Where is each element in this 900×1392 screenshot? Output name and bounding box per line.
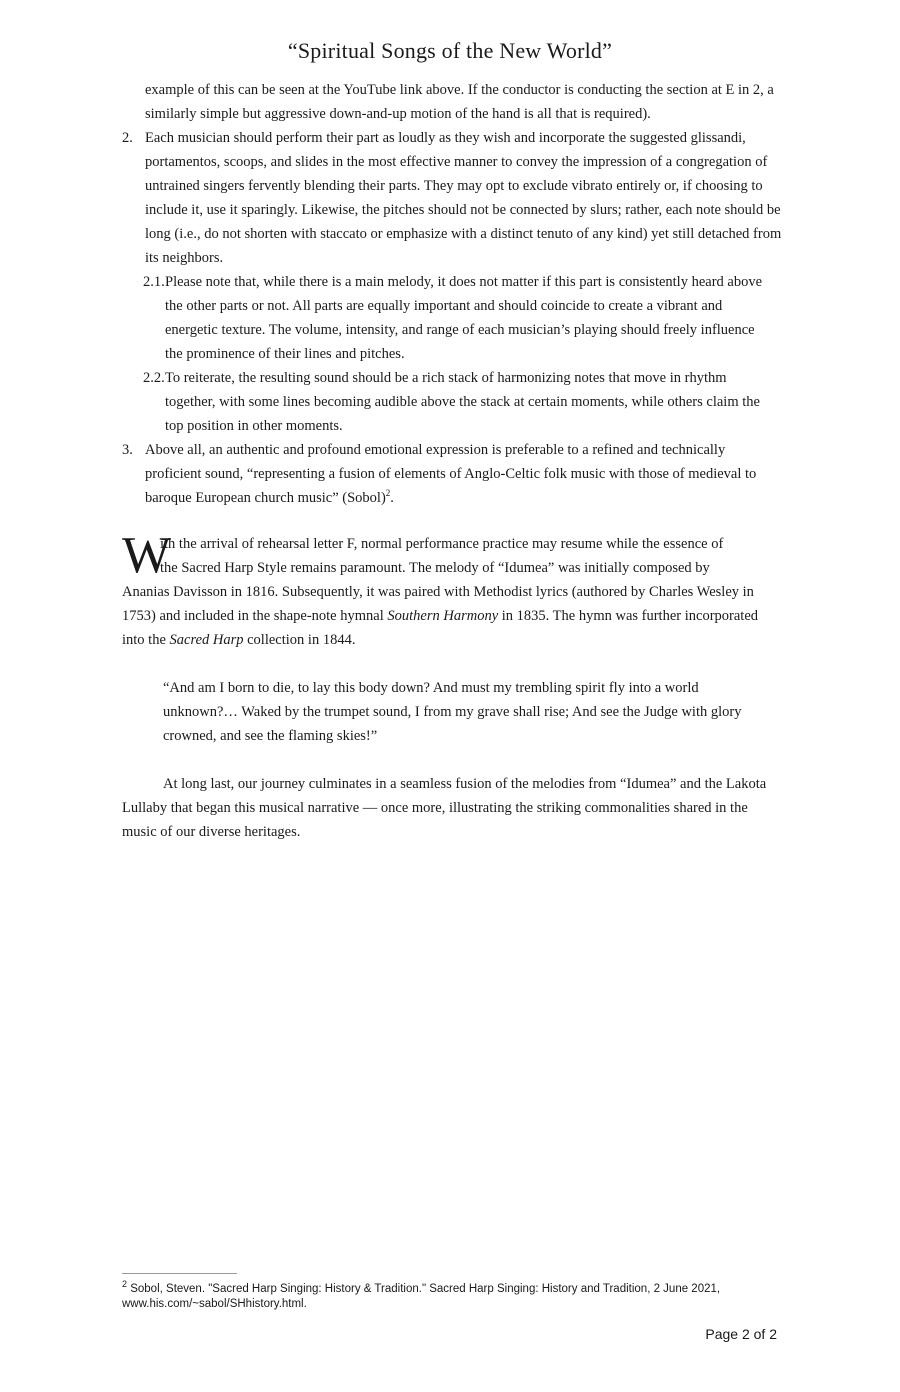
sublist-number: 2.2. xyxy=(143,370,165,386)
hymnal-title-southern-harmony: Southern Harmony xyxy=(387,608,499,624)
page-number: Page 2 of 2 xyxy=(705,1326,777,1342)
closing-paragraph: At long last, our journey culminates in a seamless fusion of the melodies from “Idumea” and the Lakota Lullaby that began this musical narrative — once more, illustrating the striking commonalities shared in the music of our diverse heritages. xyxy=(122,776,767,840)
list-continuation-text: example of this can be seen at the YouTube link above. If the conductor is conducting the section at E in 2, a similarly simple but aggressive down-and-up motion of the hand is all that is required). xyxy=(145,82,774,122)
footnote-text: Sobol, Steven. "Sacred Harp Singing: History & Tradition." Sacred Harp Singing: History and Tradition, 2 June 2021, www.his.com/~sabol/SHhistory.html. xyxy=(122,1283,721,1310)
sublist-number: 2.1. xyxy=(143,274,165,290)
history-text-a: Ananias Davisson in 1816. Subsequently, it was paired with Methodist lyrics (authored by Charles Wesley in 1753) and included in the shape-note hymnal xyxy=(122,584,754,624)
history-line-1: ith the arrival of rehearsal letter F, normal performance practice may resume while the essence of xyxy=(160,536,724,552)
hymn-quote: “And am I born to die, to lay this body down? And must my trembling spirit fly into a world unknown?… Waked by the trumpet sound, I from my grave shall rise; And see the Judge with glory crowned, and see the flaming skies!” xyxy=(163,680,742,744)
drop-cap: W xyxy=(122,527,172,584)
sublist-text: Please note that, while there is a main melody, it does not matter if this part is consistently heard above the other parts or not. All parts are equally important and should coincide to create a vibrant and energetic texture. The volume, intensity, and range of each musician’s playing should freely influence the prominence of their lines and pitches. xyxy=(165,274,763,362)
list-text-end: . xyxy=(390,490,394,506)
history-body xyxy=(122,580,782,652)
list-number: 3. xyxy=(122,442,133,458)
list-text xyxy=(145,438,785,510)
footnote-reference: 2 xyxy=(385,488,391,499)
list-number: 2. xyxy=(122,130,133,146)
page-title: “Spiritual Songs of the New World” xyxy=(287,38,613,63)
footnote xyxy=(122,1279,772,1312)
list-text: Each musician should perform their part as loudly as they wish and incorporate the suggested glissandi, portamentos, scoops, and slides in the most effective manner to convey the impression of a congregation of untrained singers fervently blending their parts. They may opt to exclude vibrato entirely or, if choosing to include it, use it sparingly. Likewise, the pitches should not be connected by slurs; rather, each note should be long (i.e., do not shorten with staccato or emphasize with a distinct tenuto of any kind) yet still detached from its neighbors. xyxy=(145,130,782,266)
footnote-marker: 2 xyxy=(122,1279,128,1290)
collection-title-sacred-harp: Sacred Harp xyxy=(169,632,244,648)
history-rest xyxy=(122,556,782,652)
history-text-b: in 1835. The hymn was further incorporated into the xyxy=(122,608,759,648)
sublist-text: To reiterate, the resulting sound should be a rich stack of harmonizing notes that move in rhythm together, with some lines becoming audible above the stack at certain moments, while others claim the top position in other moments. xyxy=(165,370,760,434)
history-text-c: collection in 1844. xyxy=(243,632,356,648)
list-text-main: Above all, an authentic and profound emotional expression is preferable to a refined and technically proficient sound, “representing a fusion of elements of Anglo-Celtic folk music with those of medieval to baroque European church music” (Sobol) xyxy=(145,442,757,506)
footnote-divider xyxy=(122,1273,237,1274)
history-line-2: the Sacred Harp Style remains paramount. The melody of “Idumea” was initially composed by xyxy=(160,560,710,576)
